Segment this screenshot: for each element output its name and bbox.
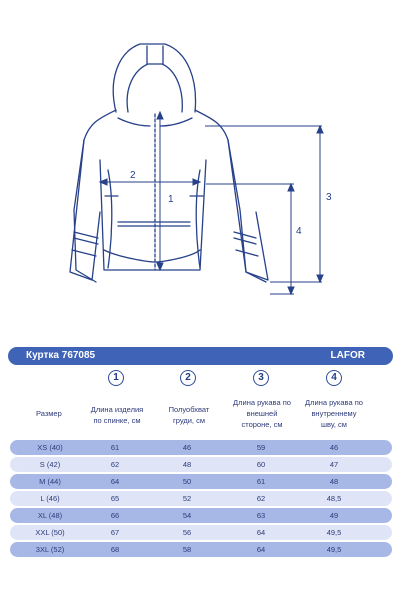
value-cell: 46 xyxy=(182,443,192,452)
measure-label-1: 1 xyxy=(168,194,174,205)
value-cell: 48 xyxy=(329,477,339,486)
hood-outline xyxy=(113,44,195,112)
value-cell: 62 xyxy=(256,494,266,503)
size-cell: XS (40) xyxy=(37,443,63,452)
value-cell: 61 xyxy=(110,443,120,452)
table-row xyxy=(10,491,392,506)
size-header: Размер xyxy=(36,409,62,418)
value-cell: 59 xyxy=(256,443,266,452)
column-number-1: 1 xyxy=(108,370,124,386)
value-cell: 64 xyxy=(256,545,266,554)
size-cell: 3XL (52) xyxy=(35,545,65,554)
size-cell: L (46) xyxy=(40,494,60,503)
value-cell: 46 xyxy=(329,443,339,452)
table-row xyxy=(10,525,392,540)
value-cell: 47 xyxy=(329,460,339,469)
value-cell: 56 xyxy=(182,528,192,537)
table-row xyxy=(10,542,392,557)
hood-opening xyxy=(127,64,182,112)
value-cell: 48,5 xyxy=(326,494,342,503)
product-title-bar xyxy=(8,347,393,365)
value-cell: 67 xyxy=(110,528,120,537)
column-number-4: 4 xyxy=(326,370,342,386)
value-cell: 49,5 xyxy=(326,545,342,554)
brand-name: LAFOR xyxy=(330,350,365,361)
table-row xyxy=(10,508,392,523)
value-cell: 65 xyxy=(110,494,120,503)
table-row xyxy=(10,440,392,455)
value-cell: 48 xyxy=(182,460,192,469)
measure-label-2: 2 xyxy=(130,170,136,181)
value-cell: 49,5 xyxy=(326,528,342,537)
product-name: Куртка 767085 xyxy=(26,350,96,361)
value-cell: 58 xyxy=(182,545,192,554)
value-cell: 54 xyxy=(182,511,192,520)
measure-label-4: 4 xyxy=(296,226,302,237)
size-cell: XXL (50) xyxy=(35,528,65,537)
table-row xyxy=(10,474,392,489)
value-cell: 63 xyxy=(256,511,266,520)
measure-label-3: 3 xyxy=(326,192,332,203)
size-cell: S (42) xyxy=(39,460,61,469)
header-chest: Полуобхват груди, см xyxy=(168,405,210,425)
header-inner-sleeve: Длина рукава по внутреннему шву, см xyxy=(305,398,363,429)
value-cell: 68 xyxy=(110,545,120,554)
header-outer-sleeve: Длина рукава по внешней стороне, см xyxy=(233,398,291,429)
header-back-length: Длина изделия по спинке, см xyxy=(90,405,144,425)
size-cell: M (44) xyxy=(39,477,61,486)
column-number-3: 3 xyxy=(253,370,269,386)
value-cell: 49 xyxy=(329,511,339,520)
value-cell: 64 xyxy=(110,477,120,486)
table-row xyxy=(10,457,392,472)
column-number-2: 2 xyxy=(180,370,196,386)
size-cell: XL (48) xyxy=(37,511,63,520)
value-cell: 60 xyxy=(256,460,266,469)
value-cell: 50 xyxy=(182,477,192,486)
value-cell: 62 xyxy=(110,460,120,469)
value-cell: 52 xyxy=(182,494,192,503)
value-cell: 61 xyxy=(256,477,266,486)
value-cell: 64 xyxy=(256,528,266,537)
value-cell: 66 xyxy=(110,511,120,520)
